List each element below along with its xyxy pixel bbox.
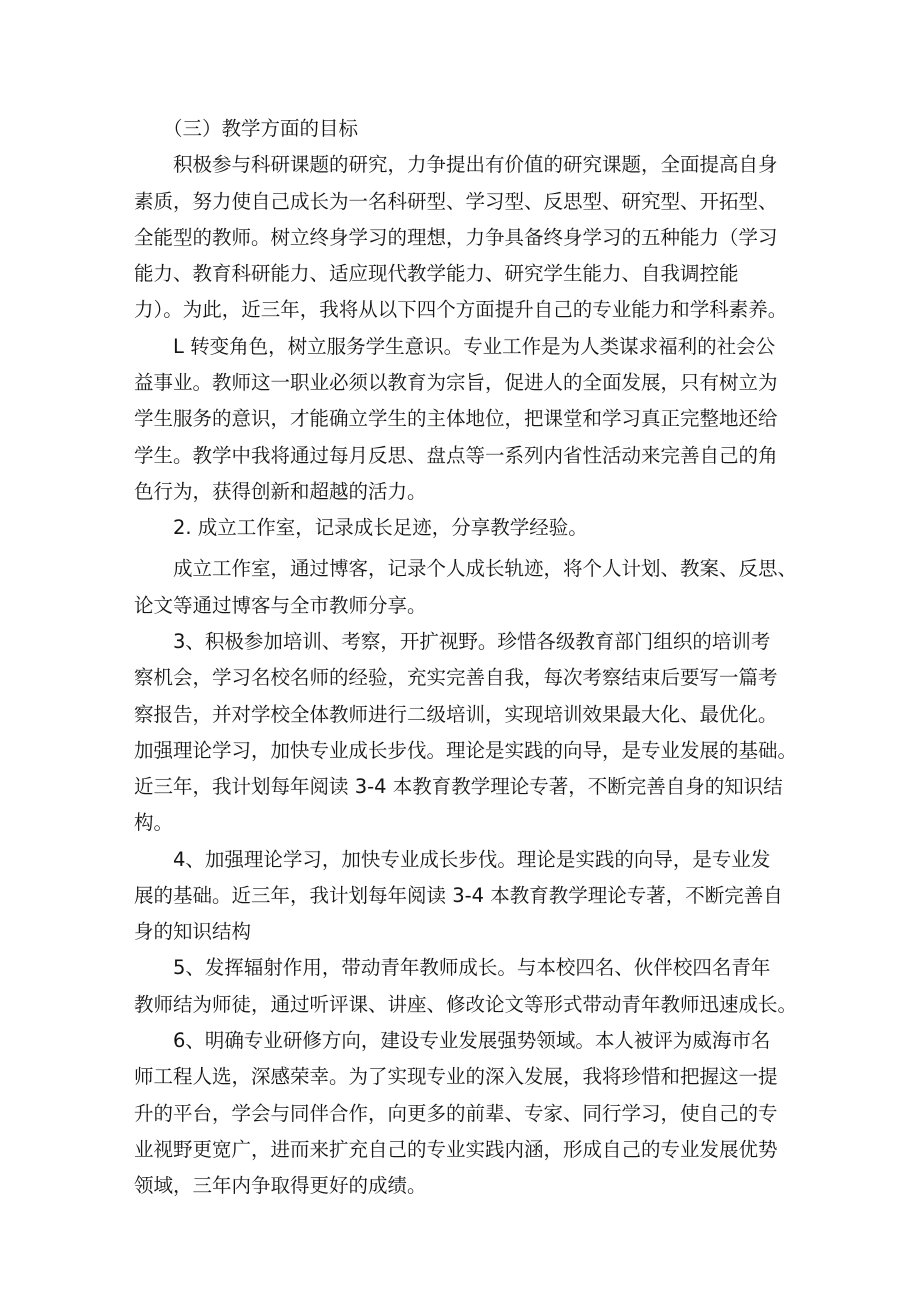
text-line: 身的知识结构 xyxy=(134,920,252,943)
text-line: 近三年，我计划每年阅读 3-4 本教育教学理论专著，不断完善自身的知识结 xyxy=(134,775,783,798)
text-line: 力）。为此，近三年，我将从以下四个方面提升自己的专业能力和学科素养。 xyxy=(134,298,788,321)
text-line: L 转变角色，树立服务学生意识。专业工作是为人类谋求福利的社会公 xyxy=(173,335,776,358)
text-line: 全能型的教师。树立终身学习的理想，力争具备终身学习的五种能力（学习 xyxy=(134,226,778,249)
text-line: 3、积极参加培训、考察，开扩视野。珍惜各级教育部门组织的培训考 xyxy=(173,630,771,653)
text-line: 教师结为师徒，通过听评课、讲座、修改论文等形式带动青年教师迅速成长。 xyxy=(134,993,798,1016)
text-line: 学生服务的意识，才能确立学生的主体地位，把课堂和学习真正完整地还给 xyxy=(134,407,778,430)
text-line: 升的平台，学会与同伴合作，向更多的前辈、专家、同行学习，使自己的专 xyxy=(134,1102,778,1125)
text-line: 5、发挥辐射作用，带动青年教师成长。与本校四名、伙伴校四名青年 xyxy=(173,956,771,979)
section-heading: （三）教学方面的目标 xyxy=(163,117,359,140)
text-line: 加强理论学习，加快专业成长步伐。理论是实践的向导，是专业发展的基础。 xyxy=(134,739,798,762)
text-line: 益事业。教师这一职业必须以教育为宗旨，促进人的全面发展，只有树立为 xyxy=(134,371,778,394)
text-line: 领域，三年内争取得更好的成绩。 xyxy=(134,1174,427,1197)
text-line: 色行为，获得创新和超越的活力。 xyxy=(134,480,427,503)
text-line: 成立工作室，通过博客，记录个人成长轨迹，将个人计划、教案、反思、 xyxy=(173,557,798,580)
text-line: 察报告，并对学校全体教师进行二级培训，实现培训效果最大化、最优化。 xyxy=(134,703,778,726)
text-line: 积极参与科研课题的研究，力争提出有价值的研究课题，全面提高自身 xyxy=(173,153,778,176)
text-line: 展的基础。近三年，我计划每年阅读 3-4 本教育教学理论专著，不断完善自 xyxy=(134,884,783,907)
text-line: 素质，努力使自己成长为一名科研型、学习型、反思型、研究型、开拓型、 xyxy=(134,190,778,213)
text-line: 4、加强理论学习，加快专业成长步伐。理论是实践的向导，是专业发 xyxy=(173,848,771,871)
text-line: 6、明确专业研修方向，建设专业发展强势领域。本人被评为威海市名 xyxy=(173,1029,771,1052)
text-line: 构。 xyxy=(134,811,174,834)
text-line: 学生。教学中我将通过每月反思、盘点等一系列内省性活动来完善自己的角 xyxy=(134,444,778,467)
text-line: 论文等通过博客与全市教师分享。 xyxy=(134,594,427,617)
text-line: 能力、教育科研能力、适应现代教学能力、研究学生能力、自我调控能 xyxy=(134,262,739,285)
text-line: 业视野更宽广，进而来扩充自己的专业实践内涵，形成自己的专业发展优势 xyxy=(134,1138,778,1161)
text-line: 察机会，学习名校名师的经验，充实完善自我，每次考察结束后要写一篇考 xyxy=(134,666,778,689)
text-line: 2. 成立工作室，记录成长足迹，分享教学经验。 xyxy=(173,516,588,539)
text-line: 师工程人选，深感荣幸。为了实现专业的深入发展，我将珍惜和把握这一提 xyxy=(134,1065,778,1088)
